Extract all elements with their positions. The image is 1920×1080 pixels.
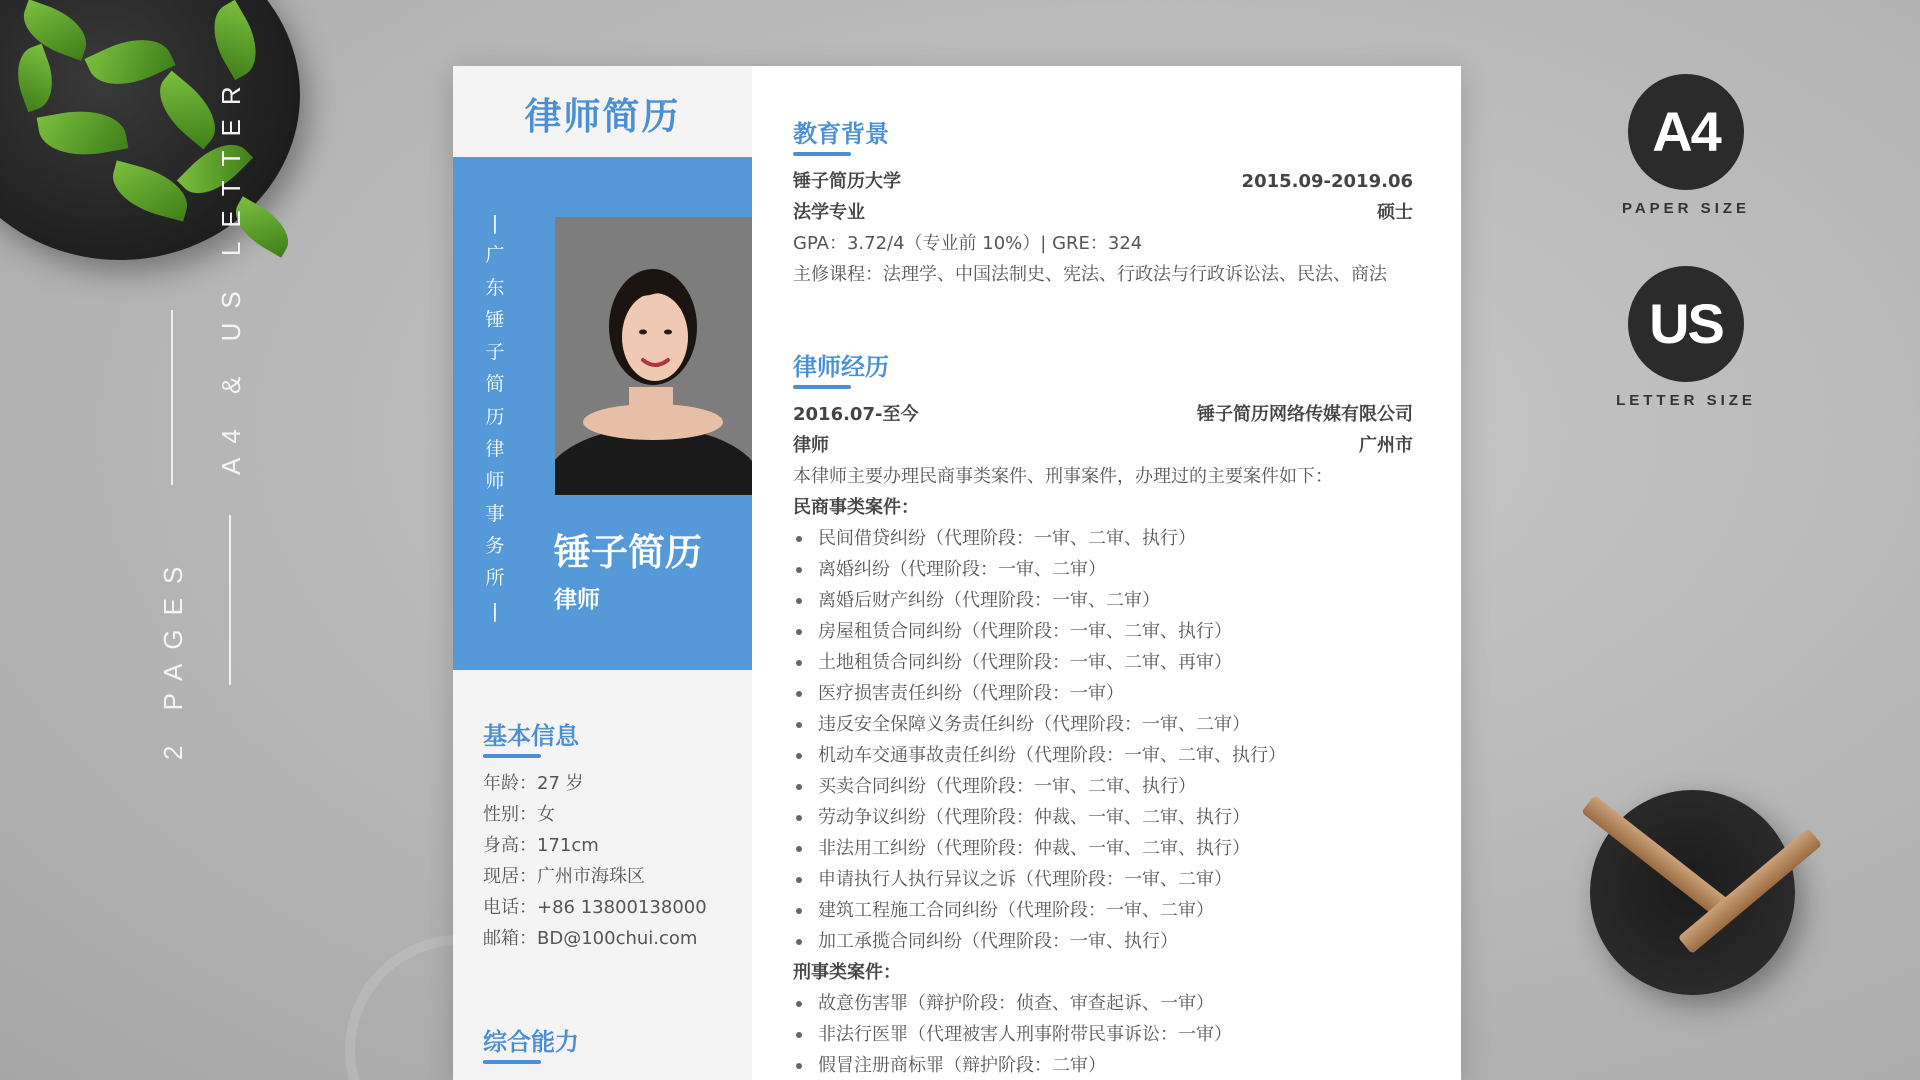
case-item: 非法用工纠纷（代理阶段：仲裁、一审、二审、执行） — [793, 833, 1286, 864]
portrait-illustration — [555, 217, 752, 495]
skills-title: 综合能力 — [483, 1028, 579, 1056]
firm-name-char: 广 — [485, 244, 505, 267]
major: 法学专业 — [793, 202, 865, 223]
firm-name-char: 子 — [485, 341, 505, 364]
education-school-row — [793, 166, 1413, 197]
section-underline — [793, 152, 851, 156]
case-item: 买卖合同纠纷（代理阶段：一审、二审、执行） — [793, 771, 1286, 802]
education-major-row — [793, 197, 1413, 228]
case-item: 非法行医罪（代理被害人刑事附带民事诉讼：一审） — [793, 1019, 1232, 1050]
resume-title: 律师简历 — [524, 95, 681, 138]
case-item: 加工承揽合同纠纷（代理阶段：一审、执行） — [793, 926, 1286, 957]
civil-cases-heading: 民商事类案件： — [793, 497, 919, 518]
case-item: 离婚后财产纠纷（代理阶段：一审、二审） — [793, 585, 1286, 616]
experience-period-row — [793, 399, 1413, 430]
company-name: 锤子简历网络传媒有限公司 — [1197, 404, 1413, 425]
city: 广州市 — [1359, 435, 1413, 456]
gpa: GPA：3.72/4（专业前 10%）| GRE：324 — [793, 233, 1143, 254]
case-item: 房屋租赁合同纠纷（代理阶段：一审、二审、执行） — [793, 616, 1286, 647]
experience-period: 2016.07-至今 — [793, 404, 919, 425]
basic-info-list — [483, 768, 707, 954]
case-item: 离婚纠纷（代理阶段：一审、二审） — [793, 554, 1286, 585]
basic-info-item: 性别：女 — [483, 804, 555, 825]
profile-band — [453, 157, 752, 670]
pages-vertical-text: 2 PAGES — [158, 552, 188, 760]
firm-name-char: 师 — [485, 470, 505, 493]
case-item: 违反安全保障义务责任纠纷（代理阶段：一审、二审） — [793, 709, 1286, 740]
education-title: 教育背景 — [793, 120, 889, 148]
basic-info-item: 现居：广州市海珠区 — [483, 866, 645, 887]
firm-name-char: 律 — [485, 438, 505, 461]
a4-caption: PAPER SIZE — [1621, 200, 1751, 217]
case-item: 机动车交通事故责任纠纷（代理阶段：一审、二审、执行） — [793, 740, 1286, 771]
firm-name-char: | — [491, 599, 499, 622]
section-underline — [483, 754, 541, 758]
section-underline — [793, 385, 851, 389]
us-badge: US — [1628, 266, 1744, 382]
candidate-role: 律师 — [554, 587, 600, 613]
side-divider — [229, 515, 231, 685]
case-item: 假冒注册商标罪（辩护阶段：二审） — [793, 1050, 1232, 1080]
paper-size-vertical-text: A4 & US LETTER — [216, 72, 246, 475]
firm-name-char: 历 — [485, 405, 505, 428]
candidate-name: 锤子简历 — [554, 531, 702, 574]
resume-page — [453, 66, 1461, 1080]
firm-name-vertical — [483, 207, 507, 627]
a4-badge: A4 — [1628, 74, 1744, 190]
experience-position-row — [793, 430, 1413, 461]
civil-cases-list — [793, 523, 1286, 957]
criminal-cases-list — [793, 988, 1232, 1080]
side-divider — [171, 310, 173, 485]
courses: 主修课程：法理学、中国法制史、宪法、行政法与行政诉讼法、民法、商法 — [793, 264, 1387, 285]
profile-photo — [555, 217, 752, 495]
firm-name-char: 务 — [485, 534, 505, 557]
degree: 硕士 — [1377, 202, 1413, 223]
firm-name-char: | — [491, 212, 499, 234]
case-item: 土地租赁合同纠纷（代理阶段：一审、二审、再审） — [793, 647, 1286, 678]
experience-title: 律师经历 — [793, 353, 889, 381]
case-item: 故意伤害罪（辩护阶段：侦查、审查起诉、一审） — [793, 988, 1232, 1019]
criminal-cases-heading: 刑事类案件： — [793, 962, 901, 983]
basic-info-item: 电话：+86 13800138000 — [483, 897, 707, 918]
school-name: 锤子简历大学 — [793, 171, 901, 192]
basic-info-item: 年龄：27 岁 — [483, 773, 584, 794]
case-item: 劳动争议纠纷（代理阶段：仲裁、一审、二审、执行） — [793, 802, 1286, 833]
case-item: 民间借贷纠纷（代理阶段：一审、二审、执行） — [793, 523, 1286, 554]
case-item: 申请执行人执行异议之诉（代理阶段：一审、二审） — [793, 864, 1286, 895]
firm-name-char: 简 — [485, 373, 505, 396]
firm-name-char: 锤 — [485, 308, 505, 331]
case-item: 医疗损害责任纠纷（代理阶段：一审） — [793, 678, 1286, 709]
firm-name-char: 事 — [485, 502, 505, 525]
basic-info-item: 身高：171cm — [483, 835, 599, 856]
basic-info-item: 邮箱：BD@100chui.com — [483, 928, 698, 949]
section-underline — [483, 1060, 541, 1064]
basic-info-title: 基本信息 — [483, 722, 579, 750]
firm-name-char: 所 — [485, 567, 505, 590]
firm-name-char: 东 — [485, 276, 505, 299]
case-item: 建筑工程施工合同纠纷（代理阶段：一审、二审） — [793, 895, 1286, 926]
resume-left-column — [453, 66, 752, 1080]
position: 律师 — [793, 435, 829, 456]
experience-summary: 本律师主要办理民商事类案件、刑事案件，办理过的主要案件如下： — [793, 466, 1333, 487]
us-caption: LETTER SIZE — [1616, 392, 1756, 409]
education-period: 2015.09-2019.06 — [1241, 171, 1413, 192]
